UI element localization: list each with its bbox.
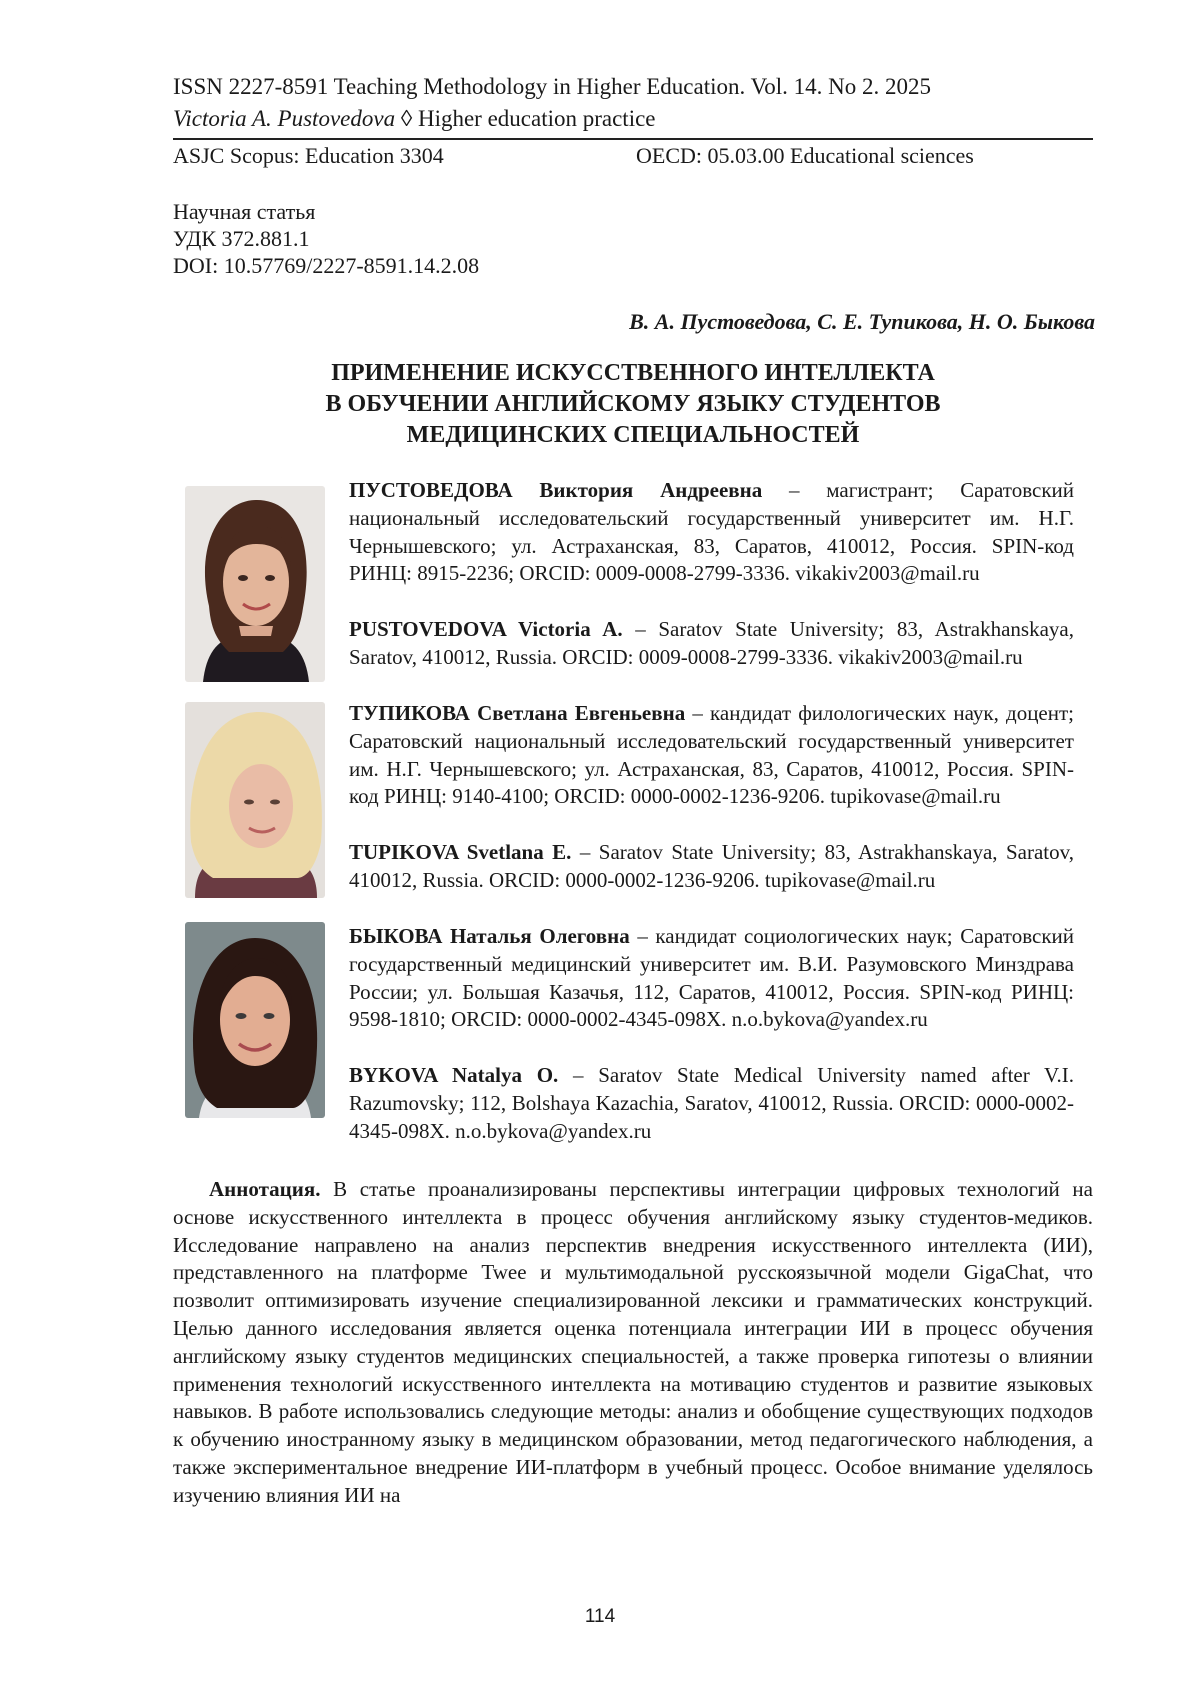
- page-number: 114: [584, 1606, 616, 1627]
- header-divider: [173, 138, 1093, 140]
- author-bio-ru: [349, 923, 1074, 1034]
- author-portrait-icon: [185, 702, 325, 898]
- doi-link[interactable]: DOI: 10.57769/2227-8591.14.2.08: [173, 253, 480, 278]
- authors-byline: В. А. Пустоведова, С. Е. Тупикова, Н. О. Быкова: [629, 309, 1095, 334]
- author-name-en: TUPIKOVA Svetlana E.: [349, 840, 572, 864]
- author-details-ru: – кандидат социологических наук; Саратовский государственный медицинский университет им. В.И. Разумовского Минздрава России; ул. Большая Казачья, 112, Саратов, 410012, Россия. SPIN-код РИНЦ: 9598-1810; ORCID: 0000-0002-4345-098X. n.o.bykova@yandex.ru: [349, 924, 1074, 1032]
- abstract-text: В статье проанализированы перспективы интеграции цифровых технологий на основе искусственного интеллекта в процесс обучения английскому языку студентов-медиков. Исследование направлено на анализ перспектив внедрения искусственного интеллекта (ИИ), представленного на платформе Twee и мультимодальной русскоязычной модели GigaChat, что позволит оптимизировать изучение специализированной лексики и грамматических конструкций. Целью данного исследования является оценка потенциала интеграции ИИ в процесс обучения английскому языку студентов медицинских специальностей, а также проверка гипотезы о влиянии применения технологий искусственного интеллекта на мотивацию студентов и развитие языковых навыков. В работе использовались следующие методы: анализ и обобщение существующих подходов к обучению иностранному языку в медицинском образовании, метод педагогического наблюдения, а также экспериментальное внедрение ИИ-платформ в учебный процесс. Особое внимание уделялось изучению влияния ИИ на: [173, 1177, 1093, 1507]
- author-portrait-icon: [185, 486, 325, 682]
- author-details-en: – Saratov State University; 83, Astrakhanskaya, Saratov, 410012, Russia. ORCID: 0009-0008-2799-3336. vikakiv2003@mail.ru: [349, 617, 1074, 669]
- title-line: В ОБУЧЕНИИ АНГЛИЙСКОМУ ЯЗЫКУ СТУДЕНТОВ: [325, 391, 941, 417]
- asjc-classification: ASJC Scopus: Education 3304: [173, 143, 444, 168]
- udk-code: УДК 372.881.1: [173, 226, 310, 251]
- oecd-classification: OECD: 05.03.00 Educational sciences: [636, 143, 974, 168]
- author-details-ru: – магистрант; Саратовский национальный исследовательский государственный университет им. Н.Г. Чернышевского; ул. Астраханская, 83, Саратов, 410012, Россия. SPIN-код РИНЦ: 8915-2236; ORCID: 0009-0008-2799-3336. vikakiv2003@mail.ru: [349, 478, 1074, 586]
- article-title: [173, 358, 1093, 451]
- author-bio-en: [349, 839, 1074, 895]
- journal-header: ISSN 2227-8591 Teaching Methodology in Higher Education. Vol. 14. No 2. 2025: [173, 74, 931, 99]
- author-bio-en: [349, 1062, 1074, 1145]
- author-bio-en: [349, 616, 1074, 672]
- running-header: [173, 104, 656, 134]
- author-bio-ru: [349, 477, 1074, 588]
- article-type: Научная статья: [173, 199, 316, 224]
- author-name-en: PUSTOVEDOVA Victoria A.: [349, 617, 623, 641]
- running-section: Higher education practice: [417, 106, 656, 131]
- author-details-en: – Saratov State Medical University named after V.I. Razumovsky; 112, Bolshaya Kazachia, Saratov, 410012, Russia. ORCID: 0000-0002-4345-098X. n.o.bykova@yandex.ru: [349, 1063, 1075, 1143]
- title-line: МЕДИЦИНСКИХ СПЕЦИАЛЬНОСТЕЙ: [406, 422, 860, 448]
- diamond-separator: ◊: [395, 106, 418, 131]
- author-name-ru: ПУСТОВЕДОВА Виктория Андреевна: [349, 478, 763, 502]
- author-name-ru: БЫКОВА Наталья Олеговна: [349, 924, 630, 948]
- author-name-en: BYKOVA Natalya O.: [349, 1063, 559, 1087]
- author-portrait-icon: [185, 922, 325, 1118]
- author-bio-ru: [349, 700, 1074, 811]
- abstract-paragraph: [173, 1176, 1093, 1510]
- running-author: Victoria A. Pustovedova: [173, 106, 396, 131]
- title-line: ПРИМЕНЕНИЕ ИСКУССТВЕННОГО ИНТЕЛЛЕКТА: [331, 360, 935, 386]
- author-name-ru: ТУПИКОВА Светлана Евгеньевна: [349, 701, 686, 725]
- author-details-en: – Saratov State University; 83, Astrakhanskaya, Saratov, 410012, Russia. ORCID: 0000-0002-1236-9206. tupikovase@mail.ru: [349, 840, 1074, 892]
- abstract-label: Аннотация.: [209, 1177, 321, 1201]
- author-details-ru: – кандидат филологических наук, доцент; Саратовский национальный исследовательский государственный университет им. Н.Г. Чернышевского; ул. Астраханская, 83, Саратов, 410012, Россия. SPIN-код РИНЦ: 9140-4100; ORCID: 0000-0002-1236-9206. tupikovase@mail.ru: [349, 701, 1074, 809]
